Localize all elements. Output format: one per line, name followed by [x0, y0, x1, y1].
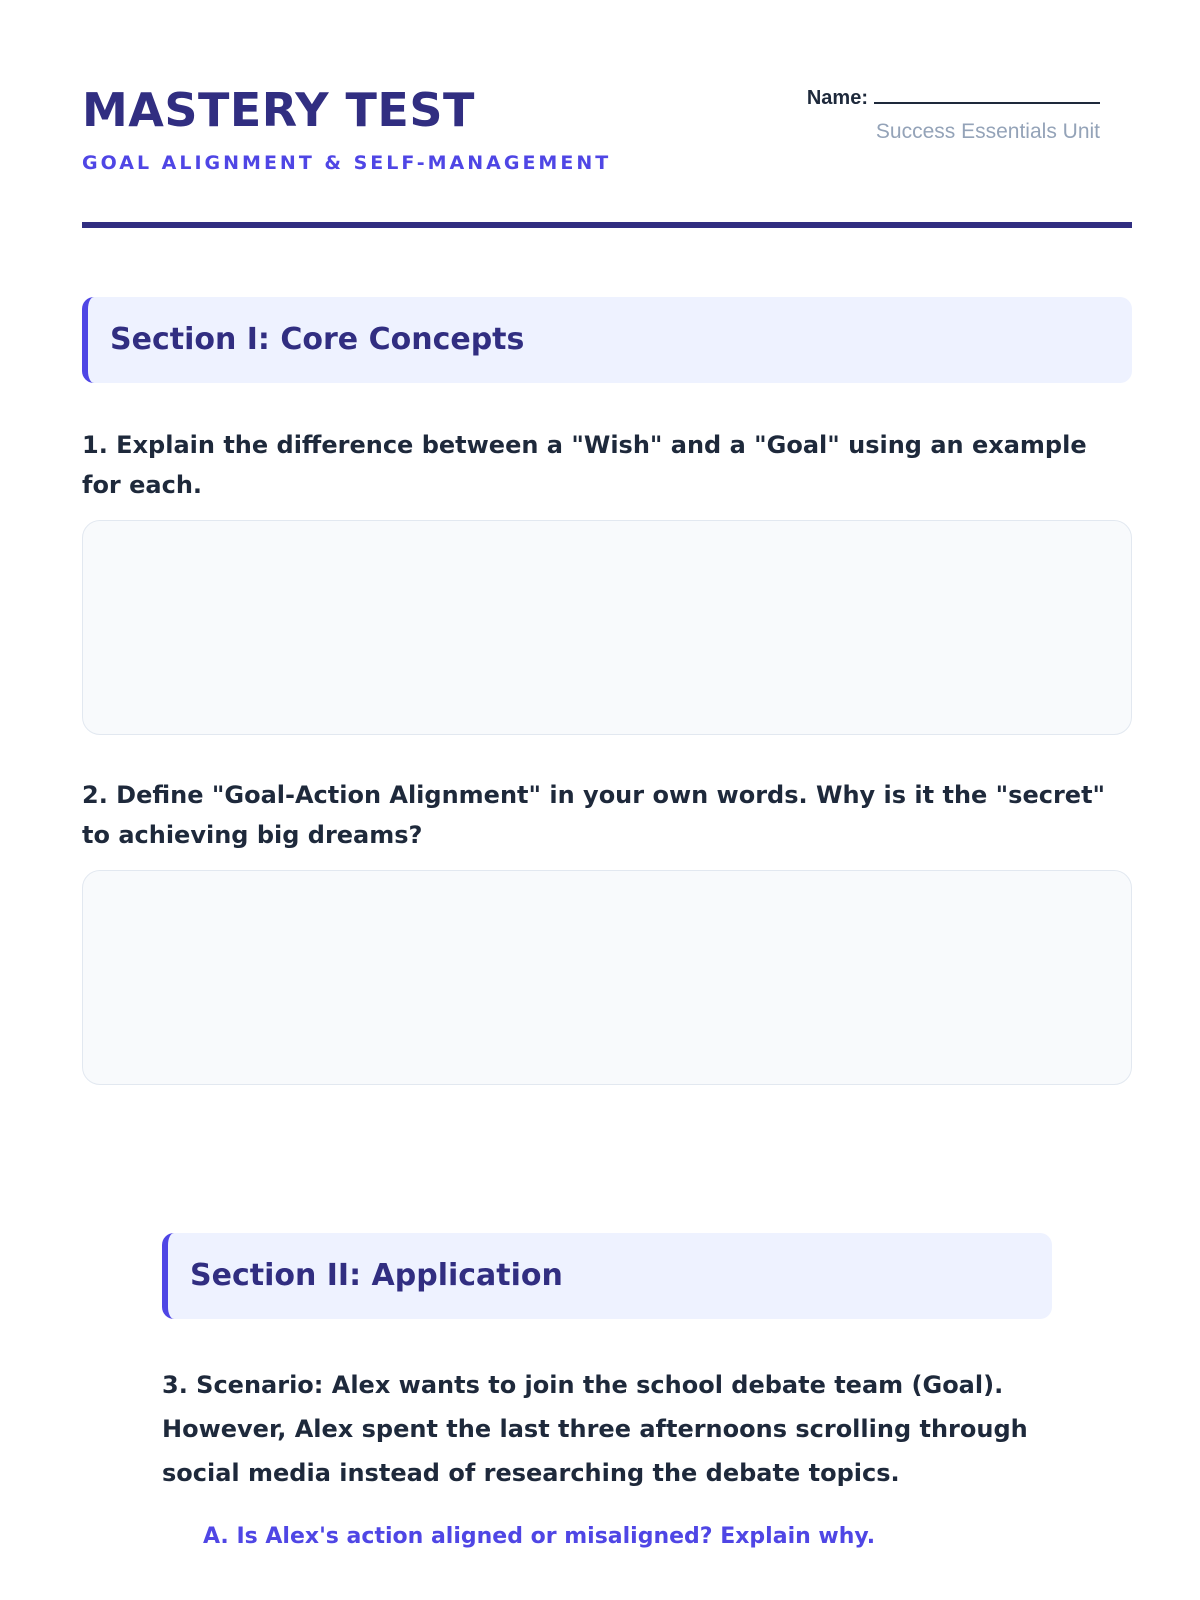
page-title: MASTERY TEST — [82, 83, 475, 137]
name-label: Name: — [806, 87, 868, 109]
answer-box-2[interactable] — [82, 870, 1132, 1085]
question-1: 1. Explain the difference between a "Wish" and a "Goal" using an example for each. — [82, 431, 1087, 499]
page-subtitle: GOAL ALIGNMENT & SELF-MANAGEMENT — [82, 152, 612, 174]
name-blank-line[interactable] — [874, 86, 1100, 104]
header-divider — [82, 222, 1132, 228]
section-header-core-concepts — [82, 297, 1132, 383]
section-title: Section II: Application — [190, 1258, 563, 1293]
section-title: Section I: Core Concepts — [110, 322, 525, 357]
question-3a: A. Is Alex's action aligned or misaligned? Explain why. — [203, 1524, 876, 1549]
student-info — [807, 84, 1100, 146]
answer-box-1[interactable] — [82, 520, 1132, 735]
question-3: 3. Scenario: Alex wants to join the school debate team (Goal). However, Alex spent the last three afternoons scrolling through social media instead of researching the debate topics. — [162, 1371, 1028, 1487]
section-header-application — [162, 1233, 1052, 1319]
unit-label: Success Essentials Unit — [875, 120, 1100, 143]
question-2: 2. Define "Goal-Action Alignment" in your own words. Why is it the "secret" to achieving big dreams? — [82, 781, 1106, 849]
name-field[interactable] — [807, 84, 1100, 112]
